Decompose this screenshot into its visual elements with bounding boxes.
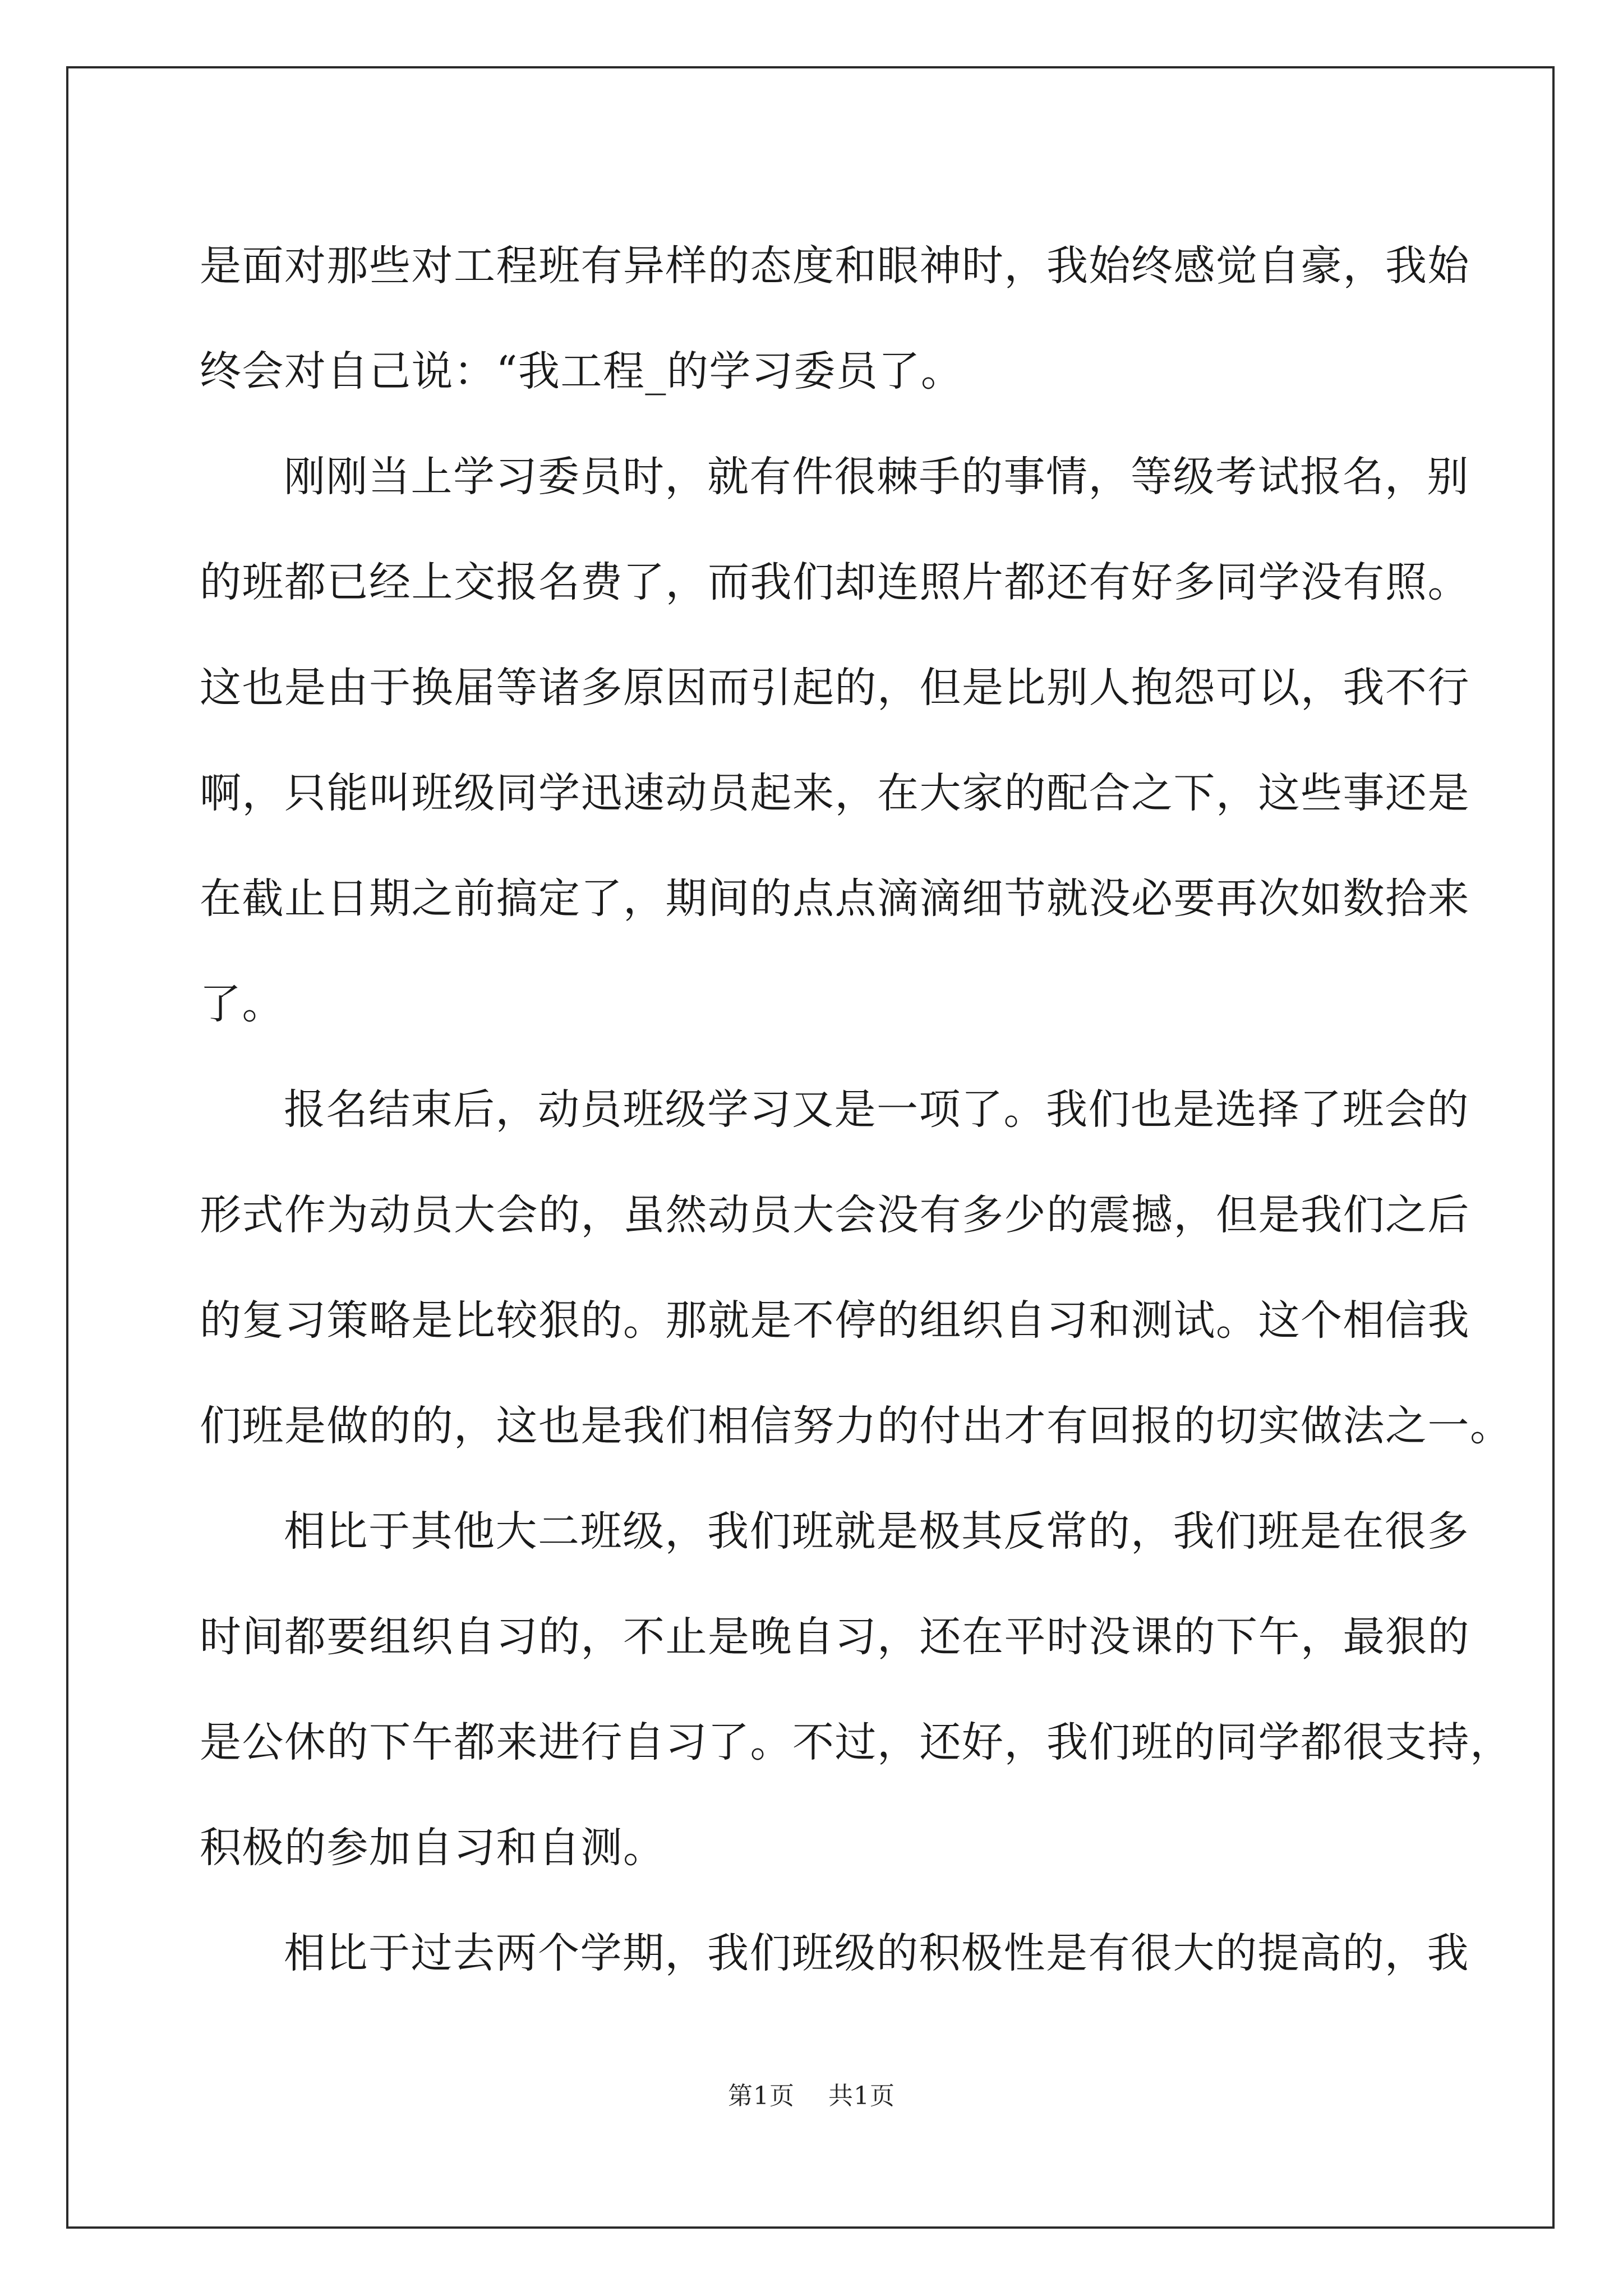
page-total: 共1页: [828, 2082, 895, 2110]
text-line: 在截止日期之前搞定了，期间的点点滴滴细节就没必要再次如数拾来: [200, 875, 1470, 923]
text-line: 了。: [200, 980, 284, 1028]
text-line: 们班是做的的，这也是我们相信努力的付出才有回报的切实做法之一。: [200, 1402, 1513, 1450]
text-line: 报名结束后，动员班级学习又是一项了。我们也是选择了班会的: [284, 1085, 1469, 1134]
page-footer: [0, 2076, 1623, 2111]
paragraph-2: [200, 424, 1470, 1057]
text-line: 的班都已经上交报名费了，而我们却连照片都还有好多同学没有照。: [200, 558, 1470, 606]
text-line: 形式作为动员大会的，虽然动员大会没有多少的震撼，但是我们之后: [200, 1191, 1470, 1239]
paragraph-3: [200, 1057, 1513, 1479]
page-number: 第1页: [728, 2082, 795, 2110]
text-line: 相比于其他大二班级，我们班就是极其反常的，我们班是在很多: [284, 1507, 1469, 1556]
text-line: 是面对那些对工程班有异样的态度和眼神时，我始终感觉自豪，我始: [200, 242, 1470, 290]
paragraph-1: [200, 213, 1470, 424]
text-line: 啊，只能叫班级同学迅速动员起来，在大家的配合之下，这些事还是: [200, 769, 1470, 817]
text-line: 这也是由于换届等诸多原因而引起的，但是比别人抱怨可以，我不行: [200, 664, 1470, 712]
text-line: 积极的参加自习和自测。: [200, 1824, 666, 1872]
document-body: [200, 213, 1513, 2006]
text-line: 刚刚当上学习委员时，就有件很棘手的事情，等级考试报名，别: [284, 453, 1469, 501]
text-line: 相比于过去两个学期，我们班级的积极性是有很大的提高的，我: [284, 1929, 1469, 1977]
text-line: 终会对自己说：“我工程_的学习委员了。: [200, 347, 963, 395]
text-line: 的复习策略是比较狠的。那就是不停的组织自习和测试。这个相信我: [200, 1296, 1470, 1345]
text-line: 是公休的下午都来进行自习了。不过，还好，我们班的同学都很支持，: [200, 1718, 1513, 1766]
paragraph-5: [200, 1901, 1469, 2006]
paragraph-4: [200, 1479, 1513, 1901]
text-line: 时间都要组织自习的，不止是晚自习，还在平时没课的下午，最狠的: [200, 1613, 1470, 1661]
